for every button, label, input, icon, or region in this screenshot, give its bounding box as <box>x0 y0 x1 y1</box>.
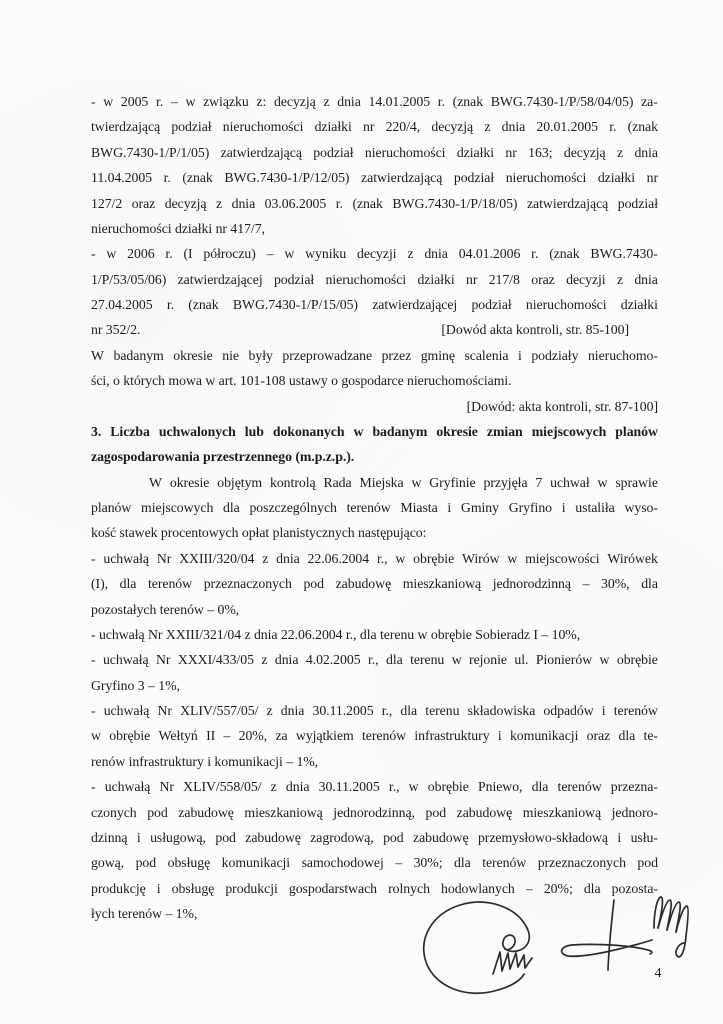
text-line: ści, o których mowa w art. 101-108 ustawy o gospodarce nieruchomościami. <box>91 373 512 389</box>
text-line: 11.04.2005 r. (znak BWG.7430-1/P/12/05) zatwierdzającą podział nieruchomości działki nr <box>91 170 658 186</box>
text-segment: nr 352/2. <box>91 322 141 338</box>
text-line: BWG.7430-1/P/1/05) zatwierdzającą podział nieruchomości działki nr 163; decyzją z dnia <box>91 144 658 160</box>
text-line: - uchwałą Nr XXXI/433/05 z dnia 4.02.2005 r., dla terenu w rejonie ul. Pionierów w obrębie <box>91 652 658 668</box>
text-line: kość stawek procentowych opłat planistycznych następująco: <box>91 525 427 541</box>
text-line: - w 2006 r. (I półroczu) – w wyniku decyzji z dnia 04.01.2006 r. (znak BWG.7430- <box>91 246 658 262</box>
text-line: renów infrastruktury i komunikacji – 1%, <box>91 753 319 769</box>
text-line: gową, pod obsługę komunikacji samochodowej – 30%; dla terenów przeznaczonych pod <box>91 855 658 871</box>
text-line: dzinną i usługową, pod zabudowę zagrodową, pod zabudowę przemysłowo-składową i usłu- <box>91 829 658 845</box>
text-line: - uchwałą Nr XXIII/321/04 z dnia 22.06.2004 r., dla terenu w obrębie Sobieradz I – 10%, <box>91 626 581 642</box>
text-line: Gryfino 3 – 1%, <box>91 677 180 693</box>
text-line: - w 2005 r. – w związku z: decyzją z dnia 14.01.2005 r. (znak BWG.7430-1/P/58/04/05) za- <box>91 94 658 109</box>
evidence-reference: [Dowód akta kontroli, str. 85-100] <box>441 322 629 338</box>
text-line: 1/P/53/05/06) zatwierdzającej podział nieruchomości działki nr 217/8 oraz decyzji z dnia <box>91 271 658 287</box>
text-line: w obrębie Wełtyń II – 20%, za wyjątkiem terenów infrastruktury i komunikacji oraz dla te- <box>91 728 658 744</box>
signature-ink-left <box>408 888 553 1013</box>
text-line: - uchwałą Nr XLIV/558/05/ z dnia 30.11.2005 r., w obrębie Pniewo, dla terenów przezna- <box>91 779 658 795</box>
text-line: produkcję i obsługę produkcji gospodarstwach rolnych hodowlanych – 20%; dla pozosta- <box>91 880 658 896</box>
text-line: zagospodarowania przestrzennego (m.p.z.p.). <box>91 449 355 465</box>
text-line: - uchwałą Nr XLIV/557/05/ z dnia 30.11.2005 r., dla terenu składowiska odpadów i terenów <box>91 703 658 718</box>
text-line: 3. Liczba uchwalonych lub dokonanych w badanym okresie zmian miejscowych planów <box>91 423 658 439</box>
handwritten-signature-flourish <box>556 888 696 983</box>
text-line: - uchwałą Nr XXIII/320/04 z dnia 22.06.2004 r., w obrębie Wirów w miejscowości Wirówek <box>91 550 658 566</box>
page-number: 4 <box>654 966 662 981</box>
document-text-block <box>91 89 658 926</box>
text-line: twierdzającą podział nieruchomości działki nr 220/4, decyzją z dnia 20.01.2005 r. (znak <box>91 119 658 135</box>
text-line <box>91 317 658 342</box>
text-line: [Dowód: akta kontroli, str. 87-100] <box>466 398 658 414</box>
text-line: W okresie objętym kontrolą Rada Miejska w Gryfinie przyjęła 7 uchwał w sprawie <box>149 474 658 490</box>
text-line: W badanym okresie nie były przeprowadzane przez gminę scalenia i podziały nieruchomo- <box>91 347 658 363</box>
signature-ink-right <box>556 888 696 983</box>
text-line: czonych pod zabudowę mieszkaniową jednorodzinną, pod zabudowę mieszkaniową jednoro- <box>91 804 658 820</box>
text-line: (I), dla terenów przeznaczonych pod zabudowę mieszkaniową jednorodzinną – 30%, dla <box>91 576 658 592</box>
text-line: planów miejscowych dla poszczególnych terenów Miasta i Gminy Gryfino i ustaliła wyso- <box>91 500 658 515</box>
text-line: łych terenów – 1%, <box>91 906 198 921</box>
handwritten-signature-circular <box>408 888 553 1013</box>
text-line: 27.04.2005 r. (znak BWG.7430-1/P/15/05) zatwierdzającej podział nieruchomości działki <box>91 297 658 312</box>
text-line: pozostałych terenów – 0%, <box>91 601 240 617</box>
text-line: nieruchomości działki nr 417/7, <box>91 220 265 236</box>
text-line: 127/2 oraz decyzją z dnia 03.06.2005 r. (znak BWG.7430-1/P/18/05) zatwierdzającą podział <box>91 195 658 211</box>
